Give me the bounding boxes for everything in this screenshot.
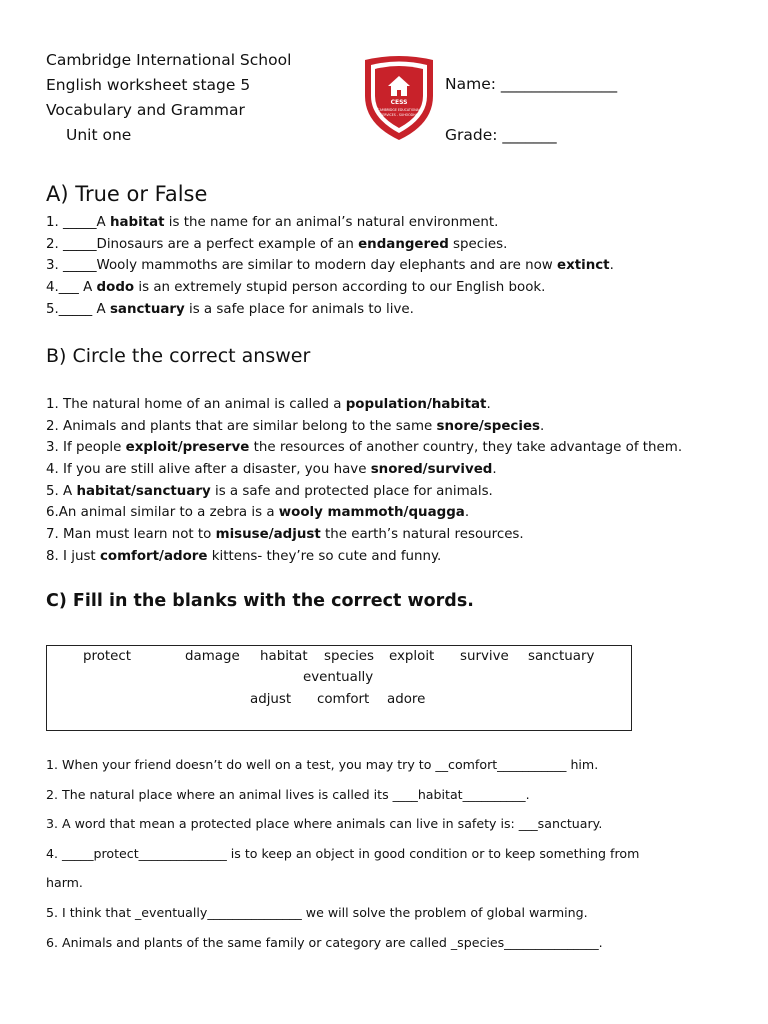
question-text: .	[492, 462, 497, 478]
question-text: 1. _____A	[46, 215, 110, 230]
question-text: 6.An animal similar to a zebra is a	[46, 505, 279, 521]
section-c-list	[46, 755, 639, 962]
question-text: 2. _____Dinosaurs are a perfect example of an	[46, 236, 359, 252]
word-bank-item: protect	[83, 649, 132, 664]
word-bank-item: eventually	[303, 670, 374, 685]
key-term: extinct	[557, 258, 610, 274]
key-term: comfort/adore	[99, 548, 208, 564]
logo-text-2: CAMBRIDGE EDUCATIONAL	[377, 108, 421, 112]
question-text: is a safe and protected place for animals.	[210, 483, 493, 499]
question-text: is the name for an animal’s natural environment.	[164, 215, 499, 230]
word-bank-item: adjust	[250, 692, 292, 707]
logo-text-1: CESS	[390, 99, 408, 106]
question-item	[46, 212, 614, 234]
name-field[interactable]: Name: _______________	[445, 75, 618, 93]
question-item	[46, 299, 614, 321]
question-text: 3. _____Wooly mammoths are similar to modern day elephants and are now	[46, 258, 557, 274]
section-b-list	[46, 394, 682, 568]
key-term: endangered	[358, 236, 449, 252]
section-a-list	[46, 212, 614, 320]
word-bank-item: species	[324, 649, 375, 664]
question-text: .	[486, 397, 491, 412]
question-item	[46, 277, 614, 299]
question-item	[46, 394, 682, 416]
word-bank-item: damage	[185, 649, 240, 664]
fill-blank-item: 3. A word that mean a protected place where animals can live in safety is: ___sanctuary.	[46, 816, 603, 832]
question-item	[46, 255, 614, 277]
question-text: .	[464, 505, 470, 521]
fill-blank-item: 6. Animals and plants of the same family or category are called _species_______________.	[46, 934, 603, 950]
question-text: the resources of another country, they take advantage of them.	[249, 440, 683, 456]
question-item	[46, 437, 682, 459]
key-term: snored/survived	[370, 462, 493, 478]
worksheet-title: English worksheet stage 5	[46, 76, 251, 94]
fill-blank-item-continued: harm.	[46, 875, 83, 891]
key-term: misuse/adjust	[215, 527, 321, 543]
key-term: exploit/preserve	[125, 440, 250, 456]
word-bank-item: sanctuary	[528, 649, 595, 664]
school-header	[46, 48, 291, 148]
question-text: 8. I just	[46, 548, 100, 564]
question-item	[46, 234, 614, 256]
section-a-title: A) True or False	[46, 182, 208, 206]
key-term: sanctuary	[109, 301, 185, 317]
question-text: 7. Man must learn not to	[46, 527, 216, 543]
question-item	[46, 459, 682, 481]
section-b-title: B) Circle the correct answer	[46, 345, 311, 367]
question-text: 3. If people	[46, 440, 126, 456]
shield-icon	[362, 54, 436, 142]
fill-blank-item: 1. When your friend doesn’t do well on a test, you may try to __comfort___________ him.	[46, 757, 599, 772]
question-text: 4. If you are still alive after a disaster, you have	[46, 462, 371, 478]
key-term: wooly mammoth/quagga	[278, 505, 465, 521]
question-item	[46, 546, 682, 568]
key-term: snore/species	[436, 418, 541, 434]
fill-blank-item: 2. The natural place where an animal lives is called its ____habitat__________.	[46, 786, 530, 802]
key-term: habitat	[109, 215, 165, 230]
student-info	[445, 72, 617, 148]
question-text: 5. A	[46, 483, 77, 499]
question-text: 5._____ A	[46, 301, 110, 317]
question-text: the earth’s natural resources.	[320, 527, 524, 543]
word-bank-item: comfort	[317, 692, 370, 707]
fill-blank-item: 5. I think that _eventually_______________ we will solve the problem of global warming.	[46, 904, 588, 920]
question-text: 2. Animals and plants that are similar belong to the same	[46, 418, 437, 434]
question-text: .	[540, 418, 545, 434]
question-item	[46, 502, 682, 524]
fill-blank-item: 4. _____protect______________ is to keep an object in good condition or to keep something from	[46, 845, 640, 861]
question-text: is a safe place for animals to live.	[184, 301, 414, 317]
key-term: population/habitat	[345, 397, 487, 412]
question-text: is an extremely stupid person according to our English book.	[134, 280, 546, 296]
word-bank-item: habitat	[260, 649, 308, 664]
unit-label: Unit one	[66, 126, 132, 144]
question-text: species.	[448, 236, 508, 252]
school-logo	[362, 54, 436, 142]
question-text: kittens- they’re so cute and funny.	[207, 548, 442, 564]
word-bank-item: survive	[460, 649, 509, 664]
word-bank-item: adore	[387, 692, 426, 707]
section-c-title: C) Fill in the blanks with the correct words.	[46, 591, 474, 611]
key-term: dodo	[96, 280, 135, 296]
key-term: habitat/sanctuary	[76, 483, 211, 499]
worksheet-subject: Vocabulary and Grammar	[46, 101, 245, 119]
question-text: 1. The natural home of an animal is called a	[46, 397, 346, 412]
logo-text-3: SERVICES - SUHOODHA	[380, 113, 418, 117]
question-text: .	[609, 258, 614, 274]
school-name: Cambridge International School	[46, 51, 292, 69]
grade-field[interactable]: Grade: _______	[445, 126, 557, 144]
word-bank-item: exploit	[389, 649, 435, 664]
word-bank	[46, 645, 632, 731]
question-item	[46, 416, 682, 438]
question-text: 4.___ A	[46, 280, 97, 296]
question-item	[46, 481, 682, 503]
question-item	[46, 524, 682, 546]
